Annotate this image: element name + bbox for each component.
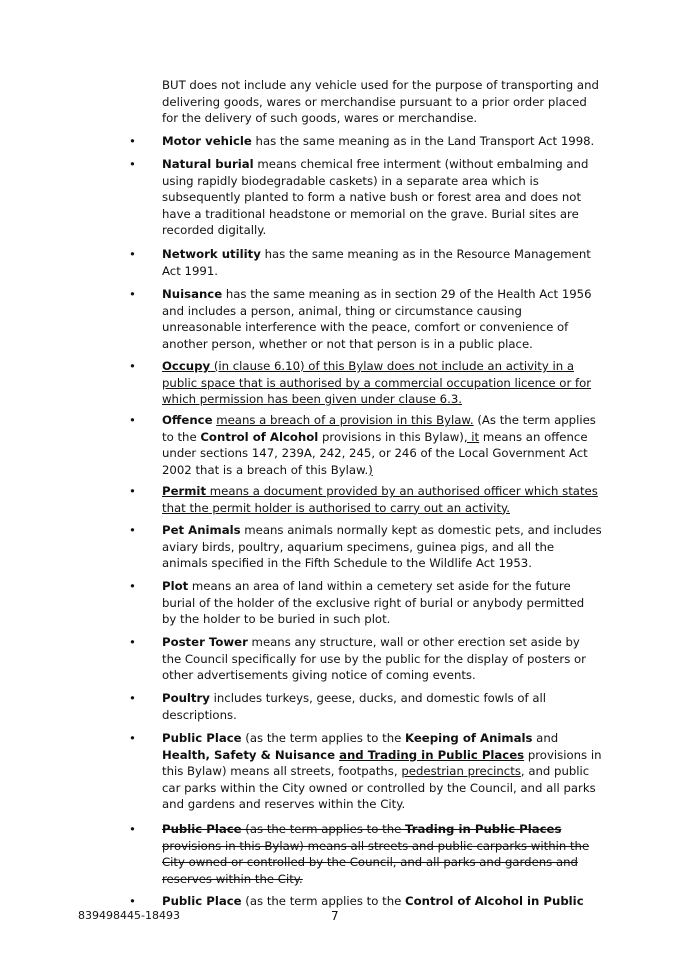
text-run: means an offence under sections 147, 239A, 242, 245, or 246 of the Local Government Act 2002 that is a breach of this Bylaw. — [162, 429, 588, 477]
definition-poultry — [129, 690, 602, 723]
document-id: 839498445-18493 — [78, 909, 180, 922]
term: Permit — [162, 484, 207, 498]
term: Nuisance — [162, 287, 223, 301]
inserted-text: ) — [368, 462, 373, 477]
definition-text: has the same meaning as in the Resource Management Act 1991. — [162, 247, 591, 278]
inserted-bold-text: and Trading in Public Places — [339, 747, 525, 762]
definition-permit — [129, 483, 602, 516]
term: Poster Tower — [162, 635, 248, 649]
term: Network utility — [162, 247, 261, 261]
definition-public-place-animals — [129, 730, 602, 813]
definition-plot — [129, 578, 602, 628]
definition-text: means animals normally kept as domestic pets, and includes aviary birds, poultry, aquarium specimens, guinea pigs, and all the animals specified in the Fifth Schedule to the Wildlife Act 1953. — [162, 523, 602, 570]
bullet-icon: • — [129, 484, 136, 498]
text-run: (as the term applies to the — [241, 731, 406, 745]
bullet-icon: • — [129, 359, 136, 373]
term: Offence — [162, 413, 213, 427]
definition-text: (in clause 6.10) of this Bylaw does not include an activity in a public space that is authorised by a commercial occupation licence or for which permission has been given under clause 6.3. — [162, 359, 592, 406]
term: Public Place — [162, 731, 242, 745]
definition-text: includes turkeys, geese, ducks, and domestic fowls of all descriptions. — [162, 691, 547, 722]
bullet-icon: • — [129, 413, 136, 427]
bold-text: Keeping of Animals — [405, 731, 533, 745]
definition-text: has the same meaning as in the Land Transport Act 1998. — [251, 134, 595, 148]
bullet-icon: • — [129, 523, 136, 537]
bullet-icon: • — [129, 822, 136, 836]
term: Motor vehicle — [162, 134, 252, 148]
text-run: (as the term applies to the — [241, 894, 406, 908]
definition-public-place-alcohol — [129, 893, 602, 910]
definition-pet-animals — [129, 522, 602, 572]
definition-public-place-trading-deleted — [129, 821, 602, 887]
bullet-icon: • — [129, 287, 136, 301]
term: Public Place — [162, 822, 242, 836]
term: Occupy — [162, 359, 211, 373]
bullet-icon: • — [129, 134, 136, 148]
term: Pet Animals — [162, 523, 241, 537]
text-run: , and public car parks within the City owned or controlled by the Council, and all parks and gardens and reserves within the City. — [162, 764, 596, 811]
definition-text: has the same meaning as in section 29 of the Health Act 1956 and includes a person, animal, thing or circumstance causing unreasonable interference with the peace, comfort or convenience of another person, whether or not that person is in a public place. — [162, 287, 592, 351]
definition-nuisance — [129, 286, 602, 352]
bullet-icon: • — [129, 157, 136, 171]
bold-text: Control of Alcohol — [200, 429, 319, 444]
inserted-text: , it — [463, 429, 480, 444]
term: Poultry — [162, 691, 210, 705]
definition-poster-tower — [129, 634, 602, 684]
definition-motor-vehicle — [129, 133, 602, 150]
definition-text: means an area of land within a cemetery set aside for the future burial of the holder of the exclusive right of burial or anybody permitted by the holder to be buried in such plot. — [162, 579, 585, 626]
text-run: provisions in this Bylaw) means all streets and public carparks within the City owned or controlled by the Council, and all parks and gardens and reserves within the City. — [162, 838, 590, 886]
bullet-icon: • — [129, 691, 136, 705]
bullet-icon: • — [129, 894, 136, 908]
text-run: provisions in this Bylaw) means all streets, footpaths, — [162, 747, 602, 778]
definition-text: means any structure, wall or other erection set aside by the Council specifically for use by the public for the display of posters or other advertisements giving notice of coming events. — [162, 635, 586, 682]
inserted-text: means a breach of a provision in this Bylaw. — [216, 413, 474, 427]
term: Public Place — [162, 894, 242, 908]
definition-natural-burial — [129, 156, 602, 239]
bold-text: Control of Alcohol in Public — [405, 894, 584, 908]
bullet-icon: • — [129, 635, 136, 649]
inserted-text: pedestrian precincts — [401, 764, 521, 778]
intro-paragraph: BUT does not include any vehicle used for the purpose of transporting and delivering goods, wares or merchandise pursuant to a prior order placed for the delivery of such goods, wares or merchandise. — [162, 78, 599, 125]
term: Natural burial — [162, 157, 254, 171]
bold-text: Health, Safety & Nuisance — [162, 747, 340, 762]
bold-text: Trading in Public Places — [405, 822, 562, 836]
text-run: and — [532, 731, 559, 745]
text-run: (as the term applies to the — [241, 822, 406, 836]
page-number: 7 — [331, 909, 339, 923]
definition-network-utility — [129, 246, 602, 279]
definition-offence — [129, 412, 602, 478]
term: Plot — [162, 579, 189, 593]
bullet-icon: • — [129, 579, 136, 593]
definition-occupy — [129, 358, 602, 408]
definition-text: means a document provided by an authorised officer which states that the permit holder is authorised to carry out an activity. — [162, 484, 598, 515]
text-run: (As the term applies to the — [162, 413, 596, 444]
bullet-icon: • — [129, 247, 136, 261]
bullet-icon: • — [129, 731, 136, 745]
definition-text: means chemical free interment (without embalming and using rapidly biodegradable caskets) in a separate area which is subsequently planted to form a native bush or forest area and does not have a traditional headstone or memorial on the grave. Burial sites are recorded digitally. — [162, 157, 589, 237]
text-run: provisions in this Bylaw) — [318, 429, 464, 444]
